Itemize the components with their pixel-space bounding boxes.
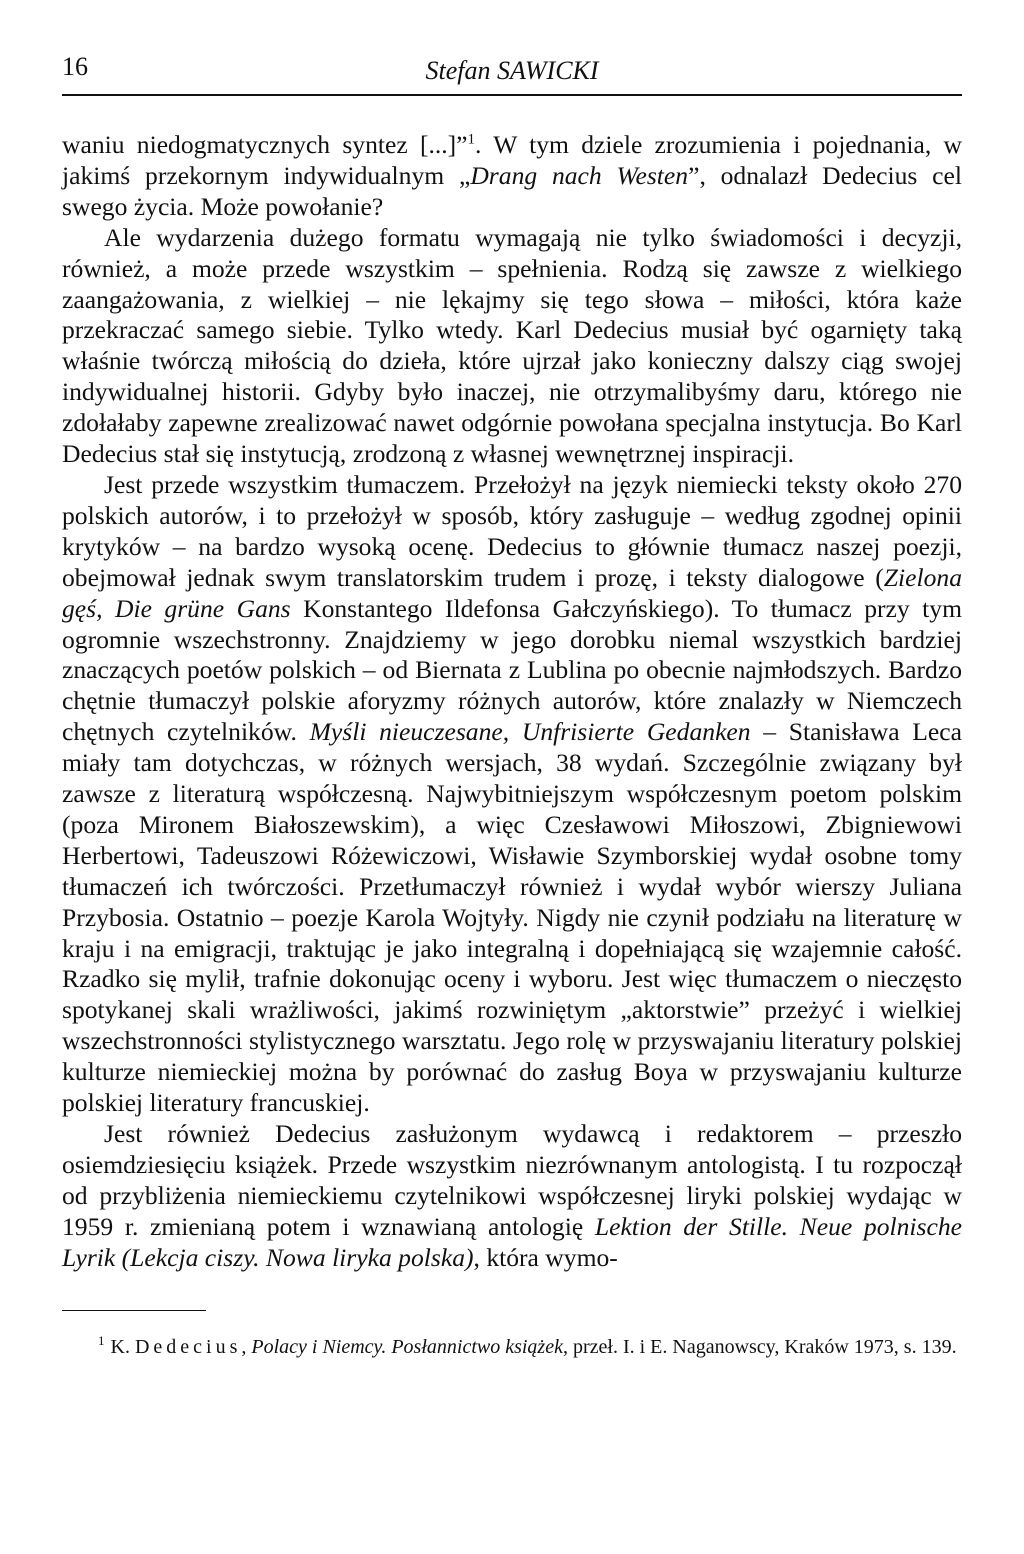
book-page <box>62 52 962 1362</box>
paragraph-4-text-c: , która wymo- <box>473 1242 618 1272</box>
footnote-divider <box>62 1310 206 1311</box>
paragraph-3-italic-d: Myśli nieuczesane, Unfrisierte Gedanken <box>309 717 751 747</box>
footnote-author-surname: Dedecius <box>134 1335 242 1358</box>
footnote-rest: , przeł. I. i E. Naganowscy, Kraków 1973, s. 139. <box>562 1335 957 1358</box>
paragraph-1-italic: Drang nach Westen <box>470 160 689 190</box>
paragraph-2: Ale wydarzenia dużego formatu wymagają nie tylko świadomości i decyzji, również, a może przede wszystkim – spełnienia. Rodzą się zawsze z wielkiego zaangażowania, z wielkiej – nie lękajmy się tego słowa – miłości, która każe przekraczać samego siebie. Tylko wtedy. Karl Dedecius musiał być ogarnięty taką właśnie twórczą miłością do dzieła, które ujrzał jako konieczny dalszy ciąg swojej indywidualnej historii. Gdyby było inaczej, nie otrzymalibyśmy daru, którego nie zdołałaby zapewne zrealizować nawet odgórnie powołana specjalna instytucja. Bo Karl Dedecius stał się instytucją, zrodzoną z własnej wewnętrznej inspiracji. <box>62 222 962 469</box>
running-head: Stefan SAWICKI <box>425 56 599 85</box>
footnote-separator: , <box>241 1335 252 1358</box>
paragraph-4-italic: Lektion der Stille. Neue polnische Lyrik (Lekcja ciszy. Nowa liryka polska) <box>62 1211 962 1272</box>
paragraph-1 <box>62 130 962 223</box>
page-number: 16 <box>62 52 88 81</box>
paragraph-1-text-b: . W tym dziele zrozumienia i pojednania, w jakimś przekornym indywidualnym „ <box>62 130 963 190</box>
paragraph-3-text-c: Konstantego Ildefonsa Gałczyńskiego). To tłumacz przy tym ogromnie wszechstronny. Znajdziemy w jego dorobku niemal wszystkich bardziej znaczących poetów polskich – od Biernata z Lublina po obecnie najmłodszych. Bardzo chętnie tłumaczył polskie aforyzmy różnych autorów, które znalazły w Niemczech chętnych czytelników. <box>62 593 962 747</box>
body-text <box>62 130 962 1274</box>
footnote-reference: 1 <box>467 131 476 148</box>
footnote-mark: 1 <box>98 1332 105 1348</box>
paragraph-1-text-a: waniu niedogmatycznych syntez [...]” <box>62 130 468 159</box>
paragraph-1-text-d: ”, odnalazł Dedecius cel swego życia. Może powołanie? <box>62 160 962 221</box>
footnote <box>62 1333 962 1362</box>
page-header <box>62 52 962 96</box>
paragraph-4 <box>62 1119 962 1274</box>
paragraph-3-text-a: Jest przede wszystkim tłumaczem. Przełożył na język niemiecki teksty około 270 polskich autorów, i to przełożył w sposób, który zasługuje – według zgodnej opinii krytyków – na bardzo wysoką ocenę. Dedecius to głównie tłumacz naszej poezji, obejmował jednak swym translatorskim trudem i prozę, i teksty dialogowe ( <box>62 469 962 592</box>
paragraph-3-text-e: – Stanisława Leca miały tam dotychczas, w różnych wersjach, 38 wydań. Szczególnie związany był zawsze z literaturą współczesną. Najwybitniejszym współczesnym poetom polskim (poza Mironem Białoszewskim), a więc Czesławowi Miłoszowi, Zbigniewowi Herbertowi, Tadeuszowi Różewiczowi, Wisławie Szymborskiej wydał osobne tomy tłumaczeń ich twórczości. Przetłumaczył również i wydał wybór wierszy Juliana Przybosia. Ostatnio – poezje Karola Wojtyły. Nigdy nie czynił podziału na literaturę w kraju i na emigracji, traktując je jako integralną i dopełniającą się wzajemnie całość. Rzadko się mylił, trafnie dokonując oceny i wyboru. Jest więc tłumaczem o nieczęsto spotykanej skali wrażliwości, jakimś rozwiniętym „aktorstwie” przeżyć i wielkiej wszechstronności stylistycznego warsztatu. Jego rolę w przyswajaniu literatury polskiej kulturze niemieckiej można by porównać do zasług Boya w przyswajaniu kulturze polskiej literatury francuskiej. <box>62 717 963 1118</box>
paragraph-3-italic-b: Zielona gęś, Die grüne Gans <box>62 562 962 623</box>
footnote-author-initial: K. <box>110 1335 130 1358</box>
footnote-title: Polacy i Niemcy. Posłannictwo książek <box>251 1335 563 1358</box>
paragraph-3 <box>62 470 962 1119</box>
paragraph-4-text-a: Jest również Dedecius zasłużonym wydawcą i redaktorem – przeszło osiemdziesięciu książek. Przede wszystkim niezrównanym antologistą. I tu rozpoczął od przybliżenia niemieckiemu czytelnikowi współczesnej liryki polskiej wydając w 1959 r. zmienianą potem i wznawianą antologię <box>62 1119 962 1241</box>
